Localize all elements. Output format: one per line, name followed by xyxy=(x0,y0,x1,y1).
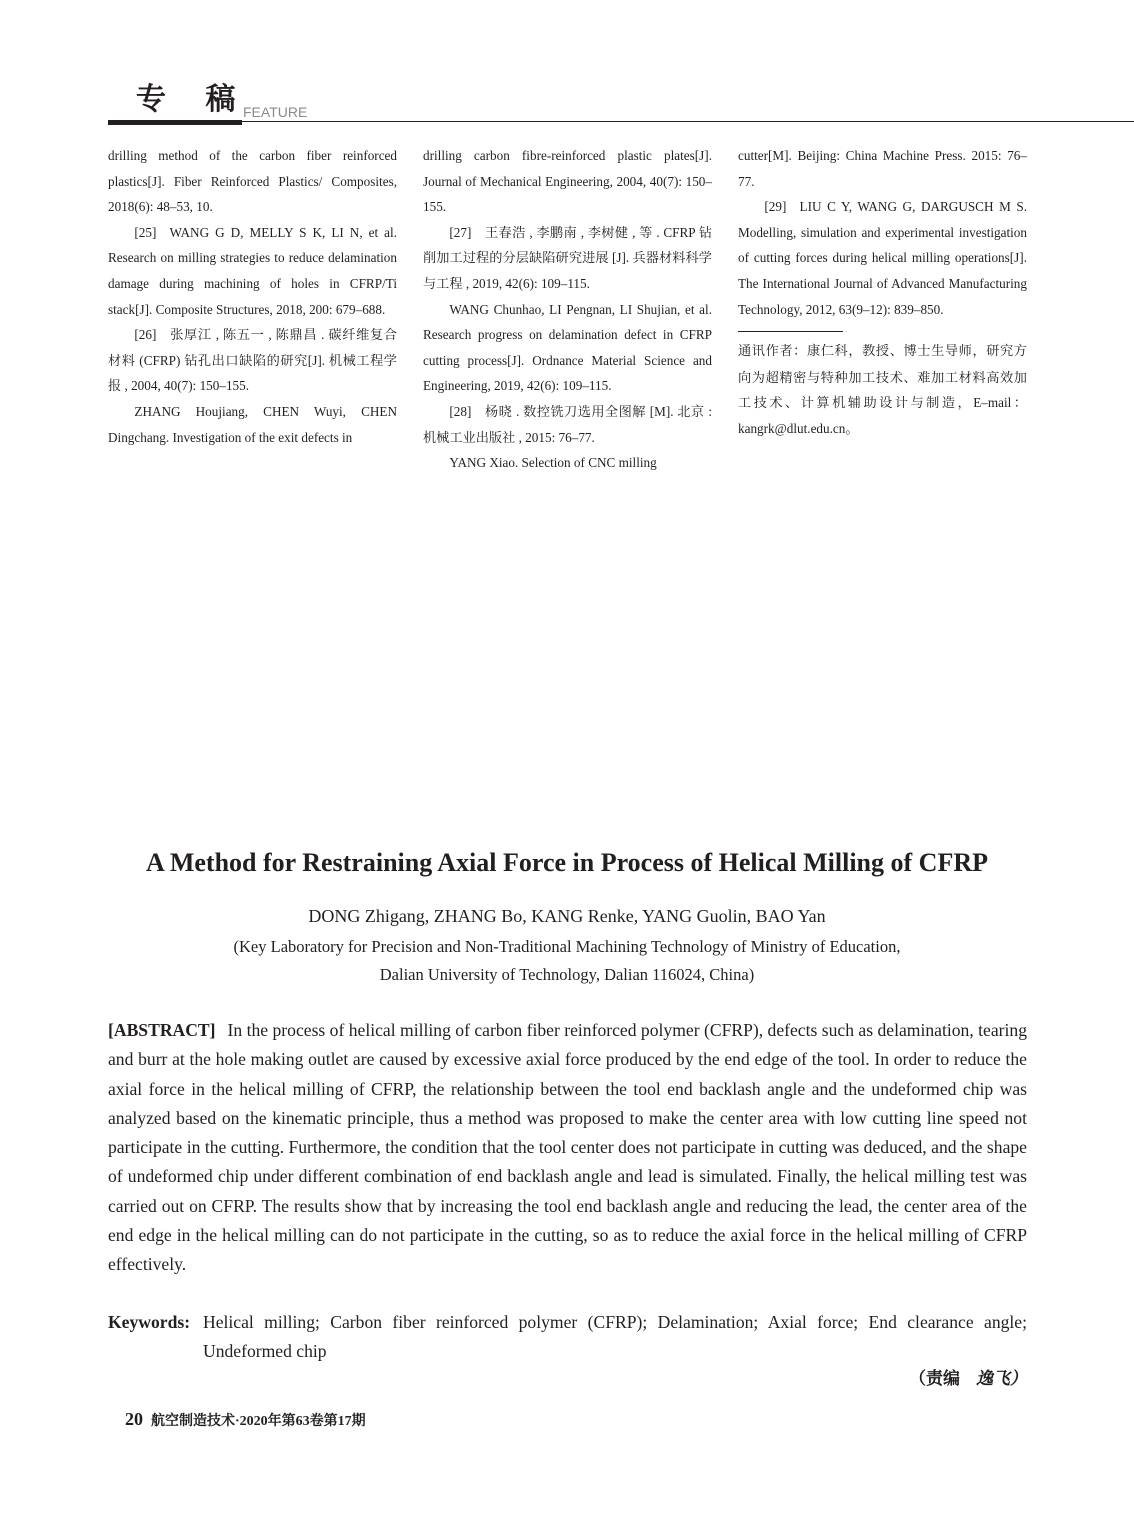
header-rule xyxy=(242,121,1134,122)
page-footer xyxy=(125,1406,366,1435)
editor-name: 逸飞） xyxy=(976,1369,1027,1388)
reference-item: WANG Chunhao, LI Pengnan, LI Shujian, et al. Research progress on delamination defect in CFRP cutting process[J]. Ordnance Material Science and Engineering, 2019, 42(6): 109–115. xyxy=(423,301,712,394)
journal-name: 航空制造技术·2020年第63卷第17期 xyxy=(151,1414,366,1429)
reference-item: ZHANG Houjiang, CHEN Wuyi, CHEN Dingchang. Investigation of the exit defects in xyxy=(108,403,397,445)
reference-item: [25] WANG G D, MELLY S K, LI N, et al. Research on milling strategies to reduce delamination damage during machining of holes in CFRP/Ti stack[J]. Composite Structures, 2018, 200: 679–688. xyxy=(108,224,397,317)
affiliation-line: (Key Laboratory for Precision and Non-Traditional Machining Technology of Ministry of Education, xyxy=(233,937,901,956)
english-keywords xyxy=(108,1308,1027,1367)
corresponding-author-label: 通讯作者： xyxy=(738,344,807,360)
reference-item: YANG Xiao. Selection of CNC milling xyxy=(449,455,657,471)
section-header xyxy=(108,78,1134,126)
header-bar xyxy=(108,120,242,125)
keywords-text: Helical milling; Carbon fiber reinforced polymer (CFRP); Delamination; Axial force; End clearance angle; Undeformed chip xyxy=(203,1312,1027,1362)
reference-item: [26] 张厚江 , 陈五一 , 陈鼎昌 . 碳纤维复合材料 (CFRP) 钻孔出口缺陷的研究[J]. 机械工程学报 , 2004, 40(7): 150–155. xyxy=(108,327,397,394)
keywords-label: Keywords: xyxy=(108,1312,191,1332)
corresponding-author-note xyxy=(738,338,1027,441)
reference-item: [27] 王春浩 , 李鹏南 , 李树健 , 等 . CFRP 钻削加工过程的分层缺陷研究进展 [J]. 兵器材料科学与工程 , 2019, 42(6): 109–115. xyxy=(423,224,712,291)
abstract-label: [ABSTRACT] xyxy=(108,1020,216,1040)
reference-item: drilling method of the carbon fiber reinforced plastics[J]. Fiber Reinforced Plastics/ Composites, 2018(6): 48–53, 10. xyxy=(108,148,397,215)
reference-item: drilling carbon fibre-reinforced plastic plates[J]. Journal of Mechanical Engineering, 2004, 40(7): 150–155. xyxy=(423,148,712,215)
english-affiliation xyxy=(0,933,1134,989)
page-number: 20 xyxy=(125,1409,143,1429)
corresponding-author-text: 康仁科，教授、博士生导师，研究方向为超精密与特种加工技术、难加工材料高效加工技术、计算机辅助设计与制造，E–mail：kangrk@dlut.edu.cn。 xyxy=(738,343,1027,436)
editor-credit xyxy=(909,1366,1027,1392)
references-column-3 xyxy=(738,143,1027,442)
references-column-2 xyxy=(423,143,712,476)
reference-item: [29] LIU C Y, WANG G, DARGUSCH M S. Modelling, simulation and experimental investigation of cutting forces during helical milling operations[J]. The International Journal of Advanced Manufacturing Technology, 2012, 63(9–12): 839–850. xyxy=(738,199,1027,317)
english-title: A Method for Restraining Axial Force in Process of Helical Milling of CFRP xyxy=(145,848,988,877)
footnote-divider xyxy=(738,331,843,332)
references-column-1 xyxy=(108,143,397,450)
editor-label: （责编 xyxy=(909,1369,960,1388)
english-abstract xyxy=(108,1016,1027,1280)
reference-item: [28] 杨晓 . 数控铣刀选用全图解 [M]. 北京 : 机械工业出版社 , 2015: 76–77. xyxy=(423,403,712,445)
reference-item: cutter[M]. Beijing: China Machine Press. 2015: 76–77. xyxy=(738,148,1027,189)
affiliation-line: Dalian University of Technology, Dalian 116024, China) xyxy=(379,965,755,984)
abstract-text: In the process of helical milling of carbon fiber reinforced polymer (CFRP), defects such as delamination, tearing and burr at the hole making outlet are caused by excessive axial force produced by the end edge of the tool. In order to reduce the axial force in the helical milling of CFRP, the relationship between the tool end backlash angle and the undeformed chip was analyzed based on the kinematic principle, thus a method was proposed to make the center area with low cutting line speed not participate in the cutting. Furthermore, the condition that the tool center does not participate in cutting was deduced, and the shape of undeformed chip under different combination of end backlash angle and lead is simulated. Finally, the helical milling test was carried out on CFRP. The results show that by increasing the tool end backlash angle and reducing the lead, the center area of the end edge in the helical milling can do not participate in the cutting, so as to reduce the axial force in the helical milling of CFRP effectively. xyxy=(108,1020,1027,1275)
section-title-cn: 专 稿 xyxy=(136,83,252,116)
english-authors: DONG Zhigang, ZHANG Bo, KANG Renke, YANG Guolin, BAO Yan xyxy=(308,906,826,926)
section-title-en: FEATURE xyxy=(243,104,308,120)
